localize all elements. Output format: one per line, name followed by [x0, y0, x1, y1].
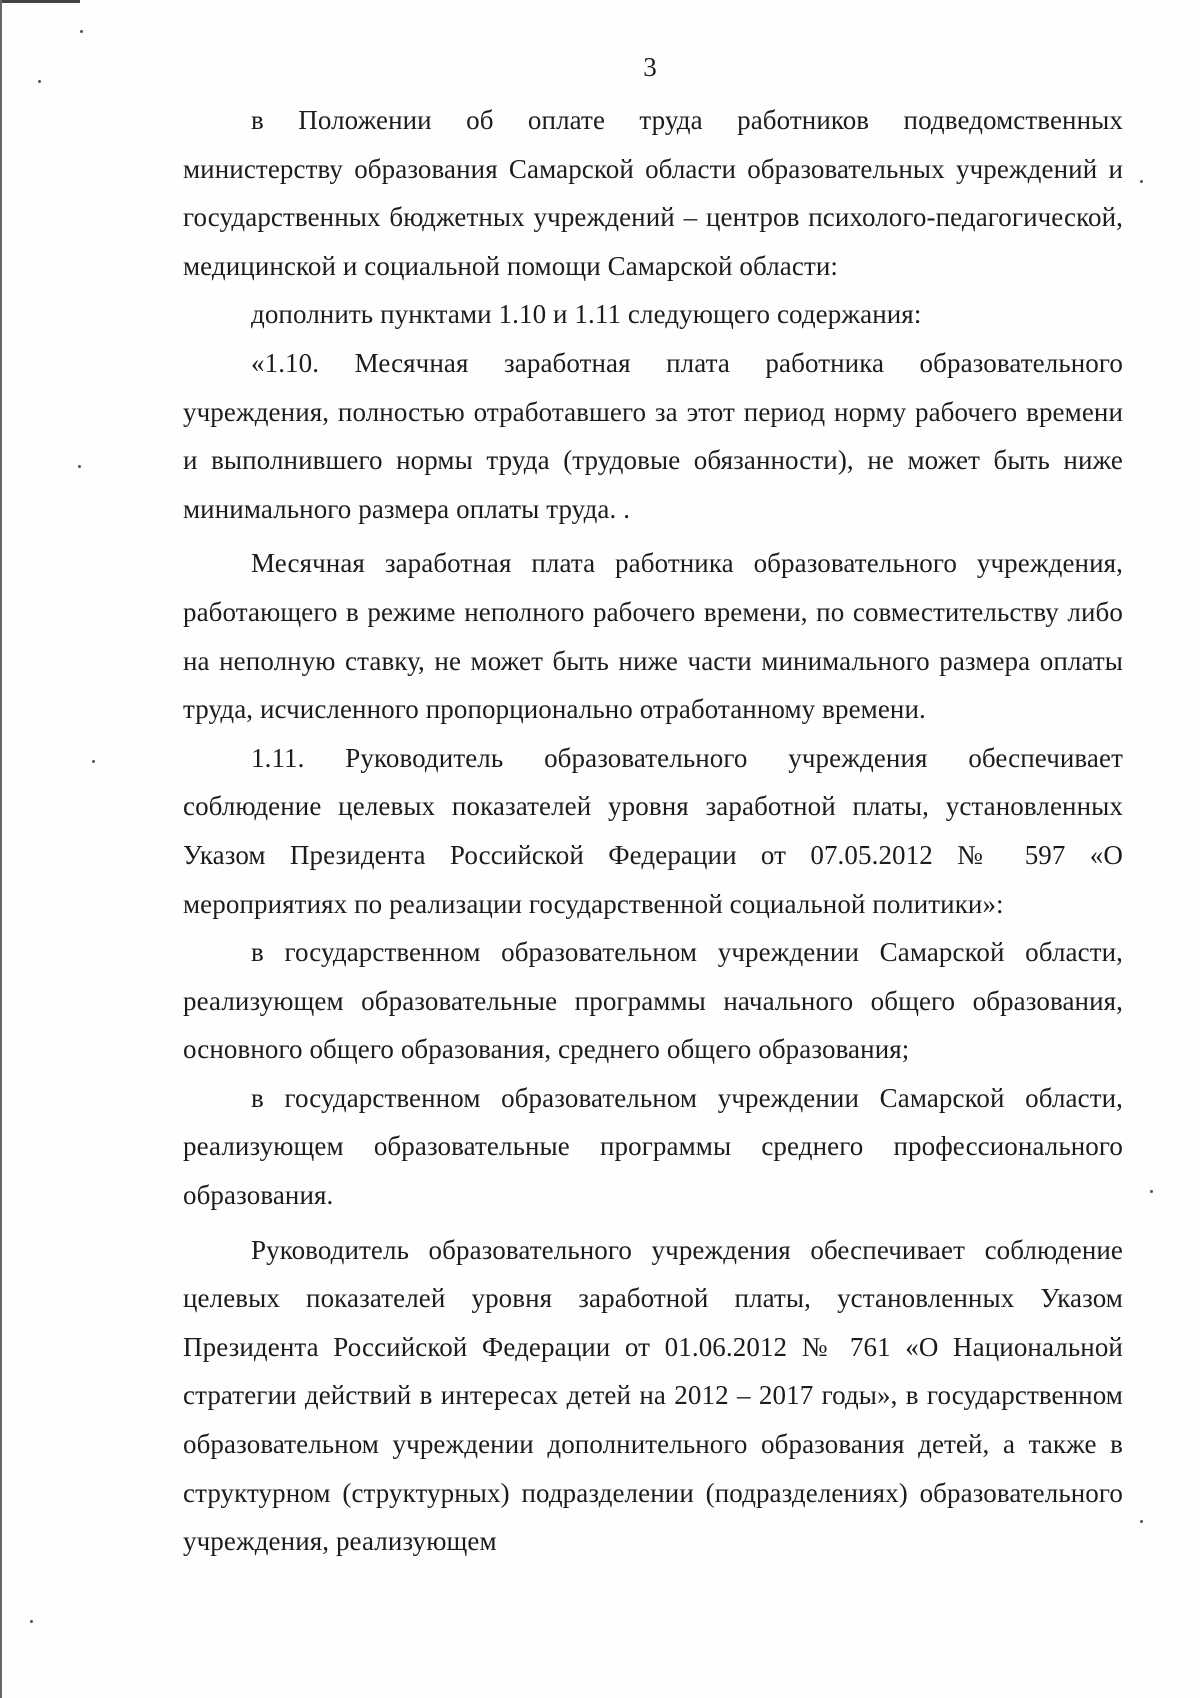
scan-speck [1140, 1520, 1143, 1523]
paragraph: в государственном образовательном учреждении Самарской области, реализующем образовательные программы среднего профессионального образования. [183, 1082, 1123, 1211]
scan-border-left [0, 0, 2, 1698]
paragraph: «1.10. Месячная заработная плата работника образовательного учреждения, полностью отработавшего за этот период норму рабочего времени и выполнившего нормы труда (трудовые обязанности), не может быть ниже минимального размера оплаты труда. . [183, 347, 1123, 524]
scan-speck [1150, 1190, 1153, 1193]
scan-border-top [0, 0, 80, 3]
paragraph: Руководитель образовательного учреждения обеспечивает соблюдение целевых показателей уровня заработной платы, установленных Указом Президента Российской Федерации от 01.06.2012 № 761 «О Национальной стратегии действий в интересах детей на 2012 – 2017 годы», в государственном образовательном учреждении дополнительного образования детей, а также в структурном (структурных) подразделении (подразделениях) образовательного учреждения, реализующем [183, 1234, 1123, 1557]
paragraph: в Положении об оплате труда работников подведомственных министерству образования Самарской области образовательных учреждений и государственных бюджетных учреждений – центров психолого-педагогической, медицинской и социальной помощи Самарской области: [183, 105, 1123, 281]
document-body [183, 96, 1123, 1566]
scan-speck [1140, 180, 1143, 183]
scan-speck [38, 80, 41, 83]
scan-speck [78, 465, 81, 468]
scan-speck [30, 1620, 33, 1623]
paragraph: Месячная заработная плата работника образовательного учреждения, работающего в режиме неполного рабочего времени, по совместительству либо на неполную ставку, не может быть ниже части минимального размера оплаты труда, исчисленного пропорционально отработанному времени. [183, 548, 1123, 725]
scan-speck [80, 30, 83, 33]
paragraph: дополнить пунктами 1.10 и 1.11 следующего содержания: [251, 299, 922, 330]
paragraph: в государственном образовательном учреждении Самарской области, реализующем образовательные программы начального общего образования, основного общего образования, среднего общего образования; [183, 937, 1123, 1065]
paragraph: 1.11. Руководитель образовательного учреждения обеспечивает соблюдение целевых показателей уровня заработной платы, установленных Указом Президента Российской Федерации от 07.05.2012 № 597 «О мероприятиях по реализации государственной социальной политики»: [183, 742, 1123, 919]
page-number: 3 [643, 52, 657, 82]
scan-speck [92, 760, 95, 763]
